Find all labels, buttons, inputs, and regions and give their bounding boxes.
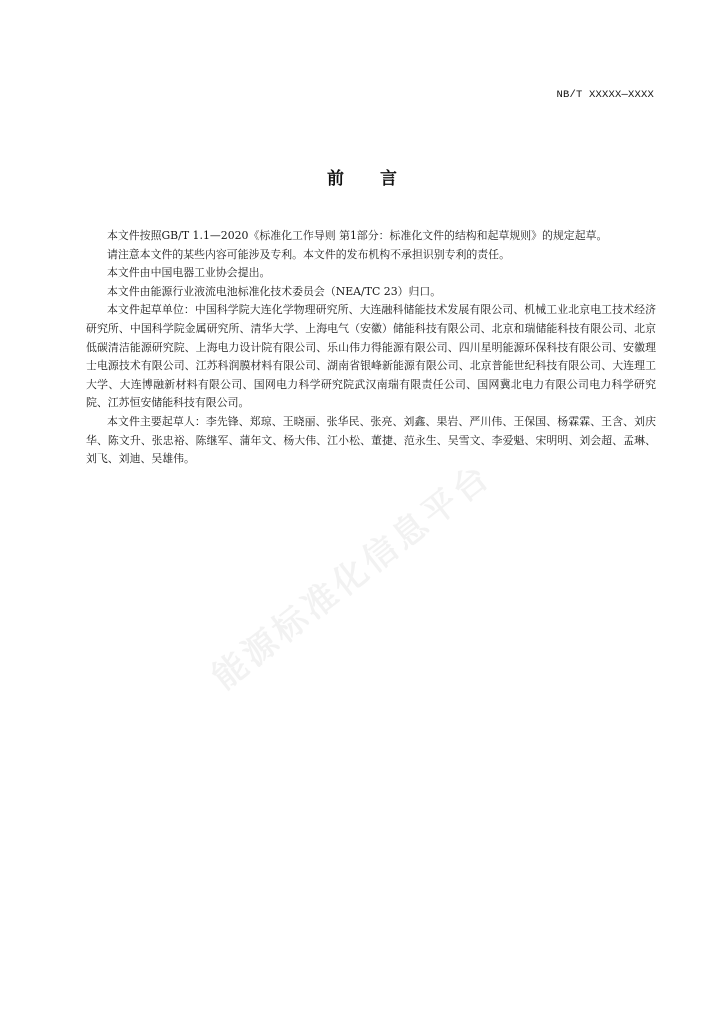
paragraph-drafting-units: 本文件起草单位：中国科学院大连化学物理研究所、大连融科储能技术发展有限公司、机械工业北京电工技术经济研究所、中国科学院金属研究所、清华大学、上海电气（安徽）储能科技有限公司、北京和瑞储能科技有限公司、北京低碳清洁能源研究院、上海电力设计院有限公司、乐山伟力得能源有限公司、四川星明能源环保科技有限公司、安徽理士电源技术有限公司、江苏科润膜材料有限公司、湖南省银峰新能源有限公司、北京普能世纪科技有限公司、大连理工大学、大连博融新材料有限公司、国网电力科学研究院武汉南瑞有限责任公司、国网冀北电力有限公司电力科学研究院、江苏恒安储能科技有限公司。 bbox=[86, 303, 656, 410]
paragraph-drafting-rules: 本文件按照GB/T 1.1—2020《标准化工作导则 第1部分：标准化文件的结构和起草规则》的规定起草。 bbox=[107, 229, 608, 242]
paragraph-drafters: 本文件主要起草人：李先锋、郑琼、王晓丽、张华民、张亮、刘鑫、果岩、严川伟、王保国、杨霖霖、王含、刘庆华、陈文升、张忠裕、陈继军、蒲年文、杨大伟、江小松、董捷、范永生、吴雪文、李爱魁、宋明明、刘会超、孟琳、刘飞、刘迪、吴雄伟。 bbox=[86, 414, 656, 466]
document-code: NB/T XXXXX—XXXX bbox=[556, 89, 654, 101]
paragraph-proposer: 本文件由中国电器工业协会提出。 bbox=[107, 266, 271, 280]
paragraph-committee: 本文件由能源行业液流电池标准化技术委员会（NEA/TC 23）归口。 bbox=[107, 284, 442, 298]
section-title: 前言 bbox=[327, 169, 433, 189]
preface-body bbox=[86, 227, 656, 469]
watermark: 能源标准化信息平台 bbox=[204, 455, 500, 698]
paragraph-patent-notice: 请注意本文件的某些内容可能涉及专利。本文件的发布机构不承担识别专利的责任。 bbox=[107, 247, 510, 261]
